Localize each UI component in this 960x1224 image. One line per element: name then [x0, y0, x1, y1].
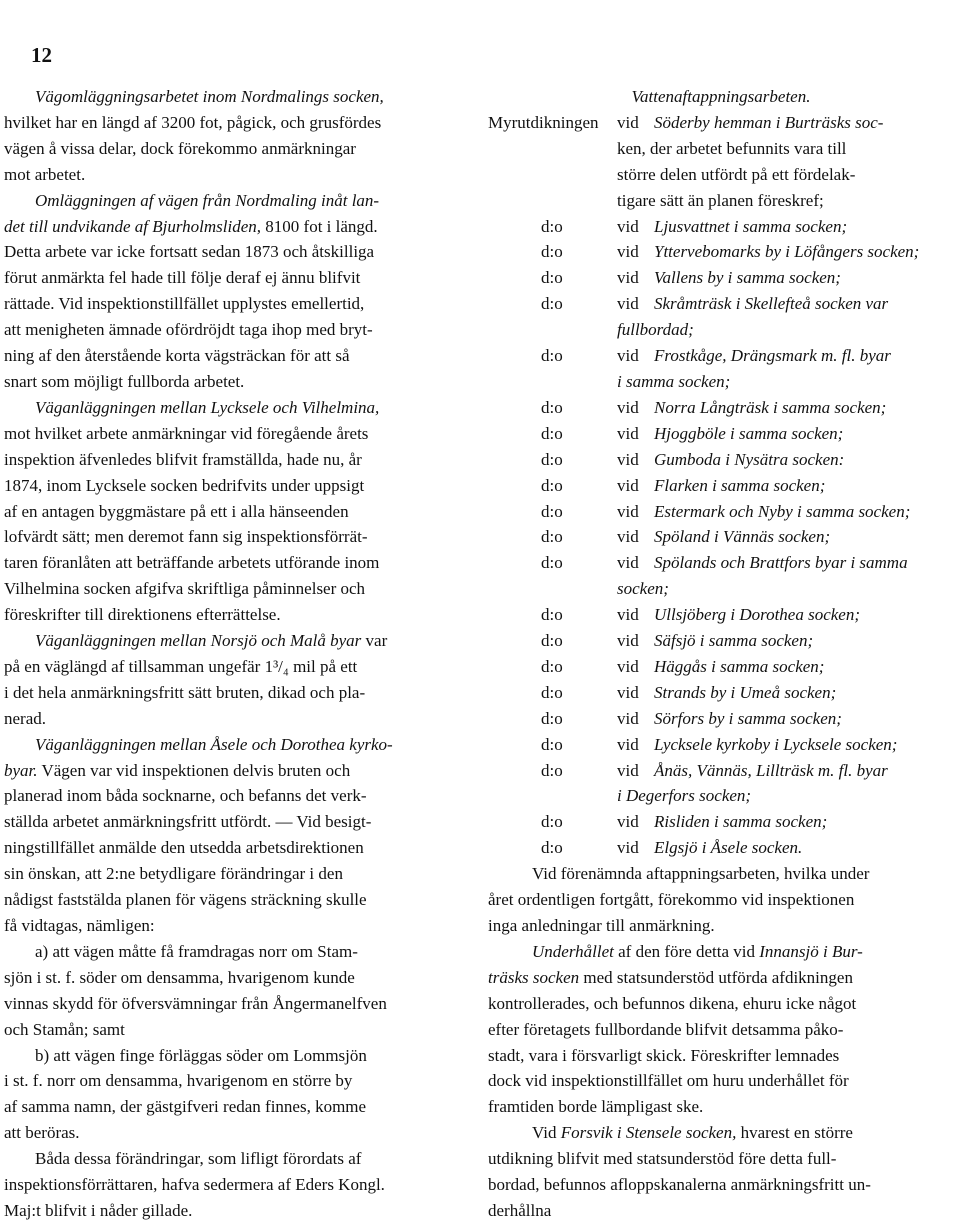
- left-column: [4, 84, 461, 1224]
- text-line: [4, 1017, 461, 1043]
- entry-label: d:o: [541, 527, 563, 547]
- body-text: med statsunderstöd utförda afdikningen: [579, 967, 853, 987]
- entry-place: Spölands och Brattfors byar i samma: [654, 553, 908, 573]
- text-line: [4, 809, 461, 835]
- italic-text: Väganläggningen mellan Lycksele och Vilhelmina,: [35, 397, 380, 417]
- entry-place: Ljusvattnet i samma socken;: [654, 216, 848, 236]
- body-text: Båda dessa förändringar, som lifligt förordats af: [35, 1149, 362, 1169]
- body-text: Maj:t blifvit i nåder gillade.: [4, 1200, 193, 1220]
- entry-place: Säfsjö i samma socken;: [654, 631, 814, 651]
- right-column: [488, 84, 954, 1224]
- body-text: af den före detta vid: [613, 941, 760, 961]
- body-text: inspektionsförrättaren, hafva sedermera af Eders Kongl.: [4, 1175, 385, 1195]
- entry-vid: vid: [617, 268, 639, 288]
- entry-place: Spöland i Vännäs socken;: [654, 527, 831, 547]
- body-text: Detta arbete var icke fortsatt sedan 1873 och åtskilliga: [4, 242, 375, 262]
- body-text: på en väglängd af tillsamman ungefär 1³/₄ mil på ett: [4, 656, 358, 676]
- entry-place: Häggås i samma socken;: [654, 656, 825, 676]
- entry-place: Skråmträsk i Skellefteå socken var: [654, 294, 889, 314]
- body-text: planerad inom båda socknarne, och befanns det verk-: [4, 786, 367, 806]
- drainage-entry: [488, 499, 954, 525]
- italic-text: Underhållet: [532, 941, 614, 961]
- text-line: [4, 1120, 461, 1146]
- entry-vid: vid: [617, 553, 639, 573]
- drainage-entry: [488, 343, 954, 369]
- drainage-entry: [488, 628, 954, 654]
- text-line: [488, 1094, 954, 1120]
- drainage-entry: [488, 809, 954, 835]
- entry-vid: vid: [617, 760, 639, 780]
- drainage-entry: [488, 706, 954, 732]
- drainage-entry: [488, 732, 954, 758]
- body-text: taren föranlåten att beträffande arbetets utförande inom: [4, 553, 380, 573]
- body-text: bordad, befunnos afloppskanalerna anmärkningsfritt un-: [488, 1175, 871, 1195]
- text-line: [4, 291, 461, 317]
- entry-vid: vid: [617, 527, 639, 547]
- entry-vid: vid: [617, 449, 639, 469]
- body-text: nerad.: [4, 708, 47, 728]
- text-line: [4, 628, 461, 654]
- entry-label: d:o: [541, 605, 563, 625]
- text-line: [488, 887, 954, 913]
- body-text: rättade. Vid inspektionstillfället upplystes emellertid,: [4, 294, 365, 314]
- text-line: [4, 1094, 461, 1120]
- body-text: stadt, vara i försvarligt skick. Föreskrifter lemnades: [488, 1045, 840, 1065]
- entry-label: d:o: [541, 734, 563, 754]
- body-text: sjön i st. f. söder om densamma, hvarigenom kunde: [4, 967, 355, 987]
- text-line: [4, 1068, 461, 1094]
- body-text: mot arbetet.: [4, 164, 86, 184]
- body-text: hvarest en större: [736, 1123, 853, 1143]
- body-text: att beröras.: [4, 1123, 80, 1143]
- italic-text: träsks socken: [488, 967, 580, 987]
- entry-place: Risliden i samma socken;: [654, 812, 828, 832]
- italic-text: Vägomläggningsarbetet inom Nordmalings socken,: [35, 87, 384, 106]
- italic-text: Innansjö i Bur-: [759, 941, 863, 961]
- page-number: 12: [31, 43, 52, 67]
- text-line: [4, 421, 461, 447]
- text-line: [488, 1198, 954, 1224]
- body-text: lofvärdt sätt; men deremot fann sig inspektionsförrät-: [4, 527, 368, 547]
- entry-continuation: tigare sätt än planen föreskref;: [617, 190, 824, 210]
- entry-vid: vid: [617, 216, 639, 236]
- text-line: [4, 576, 461, 602]
- drainage-entry: [488, 214, 954, 240]
- entry-label: d:o: [541, 397, 563, 417]
- body-text: ställda arbetet anmärkningsfritt utfördt. — Vid besigt-: [4, 812, 372, 832]
- text-line: [4, 369, 461, 395]
- entry-label: d:o: [541, 423, 563, 443]
- body-text: b) att vägen finge förläggas söder om Lommsjön: [35, 1045, 367, 1065]
- drainage-entry: [488, 395, 954, 421]
- italic-text: Väganläggningen mellan Norsjö och Malå byar: [35, 631, 362, 651]
- entry-label: d:o: [541, 346, 563, 366]
- entry-label: d:o: [541, 553, 563, 573]
- entry-vid: vid: [617, 242, 639, 262]
- body-text: af samma namn, der gästgifveri redan finnes, komme: [4, 1097, 367, 1117]
- entry-vid: vid: [617, 812, 639, 832]
- entry-continuation: i samma socken;: [617, 371, 731, 391]
- entry-place: Söderby hemman i Burträsks soc-: [654, 112, 884, 132]
- text-line: [4, 188, 461, 214]
- entry-label: d:o: [541, 216, 563, 236]
- entry-vid: vid: [617, 501, 639, 521]
- entry-place: Sörfors by i samma socken;: [654, 708, 842, 728]
- text-line: [4, 1043, 461, 1069]
- drainage-entry: [488, 473, 954, 499]
- entry-continuation: större delen utfördt på ett fördelak-: [617, 164, 856, 184]
- entry-label: d:o: [541, 501, 563, 521]
- entry-label: d:o: [541, 475, 563, 495]
- entry-label: d:o: [541, 449, 563, 469]
- text-line: [4, 680, 461, 706]
- body-text: Vid förenämnda aftappningsarbeten, hvilka under: [532, 864, 870, 884]
- body-text: året ordentligen fortgått, förekommo vid inspektionen: [488, 890, 855, 910]
- entry-label: d:o: [541, 631, 563, 651]
- drainage-entry: [488, 421, 954, 447]
- body-text: Vilhelmina socken afgifva skriftliga påminnelser och: [4, 579, 366, 599]
- body-text: nådigst faststälda planen för vägens sträckning skulle: [4, 890, 367, 910]
- entry-label: d:o: [541, 682, 563, 702]
- drainage-entry: [488, 550, 954, 576]
- body-text: ningstillfället anmälde den utsedda arbetsdirektionen: [4, 838, 364, 858]
- drainage-entry: [488, 758, 954, 784]
- text-line: [488, 965, 954, 991]
- drainage-entry: [488, 291, 954, 317]
- text-line: [4, 861, 461, 887]
- entry-vid: vid: [617, 112, 639, 132]
- body-text: ning af den återstående korta vägsträckan för att så: [4, 346, 350, 366]
- entry-place: Flarken i samma socken;: [654, 475, 826, 495]
- text-line: [4, 1146, 461, 1172]
- body-text: af en antagen byggmästare på ett i alla hänseenden: [4, 501, 349, 521]
- entry-continuation: fullbordad;: [617, 320, 694, 340]
- entry-label: d:o: [541, 708, 563, 728]
- entry-place: Yttervebomarks by i Löfångers socken;: [654, 242, 920, 262]
- entry-vid: vid: [617, 605, 639, 625]
- body-text: att menigheten ämnade ofördröjdt taga ihop med bryt-: [4, 320, 373, 340]
- entry-label: d:o: [541, 812, 563, 832]
- text-line: [4, 654, 461, 680]
- body-text: var: [361, 631, 388, 651]
- body-text: hvilket har en längd af 3200 fot, pågick, och grusfördes: [4, 112, 382, 132]
- entry-vid: vid: [617, 294, 639, 314]
- text-line: [4, 343, 461, 369]
- text-line: [4, 524, 461, 550]
- body-text: utdikning blifvit med statsunderstöd före detta full-: [488, 1149, 837, 1169]
- entry-place: Lycksele kyrkoby i Lycksele socken;: [654, 734, 898, 754]
- text-line: [4, 887, 461, 913]
- text-line: [4, 473, 461, 499]
- text-line: [4, 706, 461, 732]
- entry-place: Hjoggböle i samma socken;: [654, 423, 844, 443]
- body-text: snart som möjligt fullborda arbetet.: [4, 371, 245, 391]
- body-text: 8100 fot i längd.: [261, 216, 378, 236]
- text-line: [4, 965, 461, 991]
- text-line: [4, 317, 461, 343]
- text-line: [488, 1043, 954, 1069]
- entry-vid: vid: [617, 838, 639, 858]
- italic-text: Väganläggningen mellan Åsele och Dorothea kyrko-: [35, 734, 393, 754]
- text-line: [488, 861, 954, 887]
- drainage-entry: [488, 110, 954, 136]
- entry-label: d:o: [541, 242, 563, 262]
- italic-text: byar.: [4, 760, 38, 780]
- text-line: [488, 1068, 954, 1094]
- entry-continuation: ken, der arbetet befunnits vara till: [617, 138, 847, 158]
- entry-vid: vid: [617, 682, 639, 702]
- drainage-entry: [488, 239, 954, 265]
- entry-place: Frostkåge, Drängsmark m. fl. byar: [654, 346, 891, 366]
- text-line: [488, 1172, 954, 1198]
- body-text: vägen å vissa delar, dock förekommo anmärkningar: [4, 138, 356, 158]
- text-line: [4, 136, 461, 162]
- entry-vid: vid: [617, 346, 639, 366]
- italic-text: Forsvik i Stensele socken,: [560, 1123, 737, 1143]
- body-text: mot hvilket arbete anmärkningar vid föregående årets: [4, 423, 369, 443]
- body-text: i st. f. norr om densamma, hvarigenom en större by: [4, 1071, 353, 1091]
- entry-vid: vid: [617, 397, 639, 417]
- text-line: [4, 499, 461, 525]
- body-text: Vid: [532, 1123, 561, 1143]
- entry-continuation: socken;: [617, 579, 669, 599]
- body-text: inga anledningar till anmärkning.: [488, 916, 715, 935]
- text-line: [4, 783, 461, 809]
- entry-place: Ullsjöberg i Dorothea socken;: [654, 605, 861, 625]
- entry-place: Vallens by i samma socken;: [654, 268, 841, 288]
- body-text: och Stamån; samt: [4, 1019, 125, 1039]
- section-title: Vattenaftappningsarbeten.: [631, 87, 811, 106]
- entry-label: d:o: [541, 268, 563, 288]
- drainage-entry: [488, 602, 954, 628]
- entry-vid: vid: [617, 734, 639, 754]
- text-line: [4, 602, 461, 628]
- drainage-entry: [488, 835, 954, 861]
- text-line: [4, 214, 461, 240]
- text-line: [4, 939, 461, 965]
- text-line: [4, 1198, 461, 1224]
- entry-label: d:o: [541, 656, 563, 676]
- drainage-entry: [488, 654, 954, 680]
- drainage-entry: [488, 265, 954, 291]
- text-line: [4, 732, 461, 758]
- text-line: [4, 835, 461, 861]
- entry-place: Strands by i Umeå socken;: [654, 682, 837, 702]
- italic-text: det till undvikande af Bjurholmsliden,: [4, 216, 262, 236]
- entry-place: Ånäs, Vännäs, Lillträsk m. fl. byar: [654, 760, 888, 780]
- text-line: [4, 991, 461, 1017]
- right-paragraphs: [488, 861, 954, 1224]
- entry-label: d:o: [541, 838, 563, 858]
- text-line: [4, 447, 461, 473]
- italic-text: Omläggningen af vägen från Nordmaling inåt lan-: [35, 190, 380, 210]
- body-text: inspektion äfvenledes blifvit framställda, hade nu, år: [4, 449, 362, 469]
- body-text: sin önskan, att 2:ne betydligare förändringar i den: [4, 864, 343, 884]
- text-line: [488, 939, 954, 965]
- text-line: [4, 265, 461, 291]
- entry-vid: vid: [617, 708, 639, 728]
- body-text: derhållna: [488, 1200, 552, 1220]
- text-line: [4, 1172, 461, 1198]
- body-text: föreskrifter till direktionens efterrättelse.: [4, 605, 281, 625]
- entry-vid: vid: [617, 423, 639, 443]
- body-text: dock vid inspektionstillfället om huru underhållet för: [488, 1071, 849, 1091]
- text-line: [488, 991, 954, 1017]
- entry-vid: vid: [617, 475, 639, 495]
- entry-vid: vid: [617, 656, 639, 676]
- body-text: 1874, inom Lycksele socken bedrifvits under uppsigt: [4, 475, 365, 495]
- body-text: a) att vägen måtte få framdragas norr om Stam-: [35, 941, 358, 961]
- text-line: [4, 239, 461, 265]
- body-text: förut anmärkta fel hade till följe deraf ej ännu blifvit: [4, 268, 361, 288]
- text-line: [488, 1017, 954, 1043]
- drainage-list: [488, 110, 954, 861]
- drainage-entry: [488, 447, 954, 473]
- text-line: [4, 84, 461, 110]
- text-line: [4, 110, 461, 136]
- body-text: i det hela anmärkningsfritt sätt bruten, dikad och pla-: [4, 682, 366, 702]
- entry-place: Elgsjö i Åsele socken.: [654, 838, 803, 858]
- entry-label: Myrutdikningen: [488, 112, 599, 132]
- body-text: vinnas skydd för öfversvämningar från Ångermanelfven: [4, 993, 387, 1013]
- body-text: framtiden borde lämpligast ske.: [488, 1097, 704, 1117]
- text-line: [488, 1120, 954, 1146]
- text-line: [4, 395, 461, 421]
- entry-place: Estermark och Nyby i samma socken;: [654, 501, 911, 521]
- text-line: [4, 162, 461, 188]
- body-text: Vägen var vid inspektionen delvis bruten och: [37, 760, 351, 780]
- text-line: [4, 758, 461, 784]
- body-text: efter företagets fullbordande blifvit detsamma påko-: [488, 1019, 844, 1039]
- text-line: [4, 550, 461, 576]
- entry-vid: vid: [617, 631, 639, 651]
- entry-label: d:o: [541, 760, 563, 780]
- entry-place: Norra Långträsk i samma socken;: [654, 397, 887, 417]
- drainage-entry: [488, 524, 954, 550]
- text-line: [4, 913, 461, 939]
- text-line: [488, 913, 954, 939]
- entry-place: Gumboda i Nysätra socken:: [654, 449, 845, 469]
- entry-label: d:o: [541, 294, 563, 314]
- body-text: få vidtagas, nämligen:: [4, 916, 155, 935]
- body-text: kontrollerades, och befunnos dikena, ehuru icke något: [488, 993, 857, 1013]
- text-line: [488, 1146, 954, 1172]
- entry-continuation: i Degerfors socken;: [617, 786, 752, 806]
- drainage-entry: [488, 680, 954, 706]
